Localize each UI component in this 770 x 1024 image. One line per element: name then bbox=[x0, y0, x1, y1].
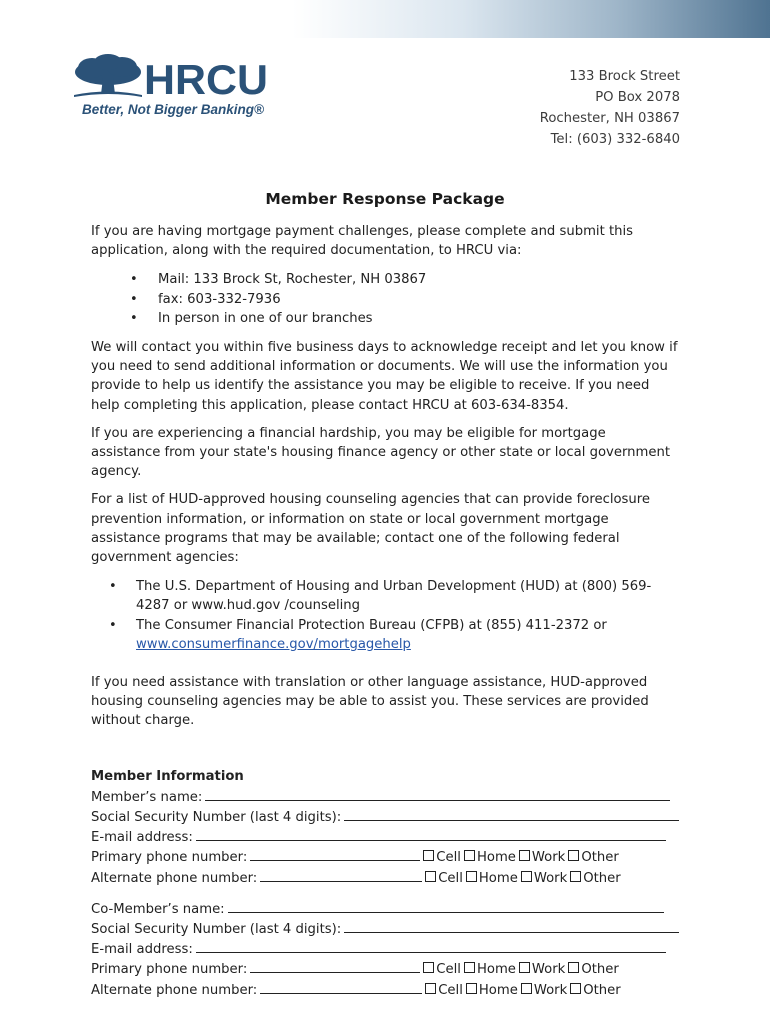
checkbox-label: Cell bbox=[436, 849, 461, 865]
address-phone: Tel: (603) 332-6840 bbox=[550, 132, 680, 147]
member-name-field[interactable] bbox=[205, 786, 670, 801]
member-alternate-phone-row bbox=[91, 867, 679, 889]
checkbox-label: Home bbox=[478, 871, 518, 887]
other-checkbox[interactable] bbox=[568, 850, 579, 861]
cfpb-link[interactable]: www.consumerfinance.gov/mortgagehelp bbox=[136, 636, 411, 652]
hud-paragraph: For a list of HUD-approved housing counseling agencies that can provide foreclosure prevention information, or information on state or local government mortgage assistance programs that may be available; contact one of the following federal government agencies: bbox=[91, 492, 651, 566]
comember-alternate-phone-row bbox=[91, 979, 679, 1001]
intro-paragraph: If you are having mortgage payment challenges, please complete and submit this application, along with the required documentation, to HRCU via: bbox=[91, 224, 634, 259]
home-checkbox[interactable] bbox=[466, 983, 477, 994]
tree-icon bbox=[74, 54, 142, 97]
member-alternate-phone-field[interactable] bbox=[260, 867, 422, 882]
member-email-row bbox=[91, 826, 679, 846]
other-checkbox[interactable] bbox=[570, 871, 581, 882]
checkbox-label: Work bbox=[531, 961, 566, 977]
list-item bbox=[91, 616, 679, 654]
work-checkbox[interactable] bbox=[521, 983, 532, 994]
cell-checkbox[interactable] bbox=[425, 983, 436, 994]
checkbox-label: Other bbox=[581, 849, 619, 865]
member-name-row bbox=[91, 786, 679, 806]
checkbox-label: Work bbox=[533, 983, 568, 999]
checkbox-label: Work bbox=[531, 849, 566, 865]
checkbox-label: Home bbox=[476, 961, 516, 977]
checkbox-label: Cell bbox=[438, 983, 463, 999]
document-body bbox=[91, 222, 679, 1001]
field-label: E-mail address: bbox=[91, 829, 193, 845]
other-checkbox[interactable] bbox=[568, 962, 579, 973]
field-label: Primary phone number: bbox=[91, 961, 248, 977]
agencies-list bbox=[91, 577, 679, 654]
comember-email-field[interactable] bbox=[196, 938, 666, 953]
list-item: • Mail: 133 Brock St, Rochester, NH 03867 bbox=[91, 270, 679, 289]
field-label: Alternate phone number: bbox=[91, 871, 258, 887]
comember-name-field[interactable] bbox=[228, 898, 664, 913]
comember-ssn-row bbox=[91, 918, 679, 938]
logo-wordmark: HRCU bbox=[144, 56, 268, 103]
address-po-box: PO Box 2078 bbox=[595, 90, 680, 105]
other-checkbox[interactable] bbox=[570, 983, 581, 994]
submit-methods-list bbox=[91, 270, 679, 328]
field-label: Alternate phone number: bbox=[91, 983, 258, 999]
home-checkbox[interactable] bbox=[464, 962, 475, 973]
checkbox-label: Other bbox=[583, 871, 621, 887]
cell-checkbox[interactable] bbox=[423, 850, 434, 861]
address-city: Rochester, NH 03867 bbox=[539, 111, 680, 126]
field-label: Social Security Number (last 4 digits): bbox=[91, 809, 342, 825]
checkbox-label: Cell bbox=[436, 961, 461, 977]
field-label: E-mail address: bbox=[91, 941, 193, 957]
header-gradient-band bbox=[0, 0, 770, 38]
comember-primary-phone-row bbox=[91, 958, 679, 980]
checkbox-label: Cell bbox=[438, 871, 463, 887]
checkbox-label: Work bbox=[533, 871, 568, 887]
list-item: • fax: 603-332-7936 bbox=[91, 290, 679, 309]
member-primary-phone-row bbox=[91, 846, 679, 868]
cell-checkbox[interactable] bbox=[423, 962, 434, 973]
field-label: Member’s name: bbox=[91, 789, 203, 805]
checkbox-label: Other bbox=[581, 961, 619, 977]
member-ssn-field[interactable] bbox=[344, 806, 679, 821]
comember-name-row bbox=[91, 898, 679, 918]
home-checkbox[interactable] bbox=[464, 850, 475, 861]
cell-checkbox[interactable] bbox=[425, 871, 436, 882]
list-item: • The U.S. Department of Housing and Urban Development (HUD) at (800) 569-4287 or www.hud.gov /counseling bbox=[91, 577, 679, 615]
field-label: Social Security Number (last 4 digits): bbox=[91, 921, 342, 937]
comember-ssn-field[interactable] bbox=[344, 918, 679, 933]
page-title: Member Response Package bbox=[265, 190, 505, 208]
checkbox-label: Home bbox=[476, 849, 516, 865]
work-checkbox[interactable] bbox=[521, 871, 532, 882]
address-street: 133 Brock Street bbox=[569, 69, 680, 84]
cfpb-text: The Consumer Financial Protection Bureau (CFPB) at (855) 411-2372 or bbox=[136, 617, 607, 633]
work-checkbox[interactable] bbox=[519, 850, 530, 861]
translation-paragraph: If you need assistance with translation or other language assistance, HUD-approved housing counseling agencies may be able to assist you. These services are provided without charge. bbox=[91, 675, 649, 729]
field-label: Primary phone number: bbox=[91, 849, 248, 865]
checkbox-label: Other bbox=[583, 983, 621, 999]
comember-email-row bbox=[91, 938, 679, 958]
comember-primary-phone-field[interactable] bbox=[250, 958, 420, 973]
checkbox-label: Home bbox=[478, 983, 518, 999]
address-block bbox=[540, 66, 680, 150]
field-label: Co-Member’s name: bbox=[91, 901, 225, 917]
hardship-paragraph: If you are experiencing a financial hardship, you may be eligible for mortgage assistance from your state's housing finance agency or other state or local government agency. bbox=[91, 425, 671, 480]
member-email-field[interactable] bbox=[196, 826, 666, 841]
comember-alternate-phone-field[interactable] bbox=[260, 979, 422, 994]
contact-paragraph: We will contact you within five business days to acknowledge receipt and let you know if you need to send additional information or documents. We will use the information you provide to help us identify the assistance you may be eligible to receive. If you need help completing this application, please contact HRCU at 603-634-8354. bbox=[91, 340, 678, 413]
logo-tagline: Better, Not Bigger Banking® bbox=[82, 101, 265, 117]
member-primary-phone-field[interactable] bbox=[250, 846, 420, 861]
home-checkbox[interactable] bbox=[466, 871, 477, 882]
member-ssn-row bbox=[91, 806, 679, 826]
list-item: • In person in one of our branches bbox=[91, 309, 679, 328]
member-info-heading: Member Information bbox=[91, 768, 244, 784]
work-checkbox[interactable] bbox=[519, 962, 530, 973]
hrcu-logo bbox=[70, 54, 270, 124]
